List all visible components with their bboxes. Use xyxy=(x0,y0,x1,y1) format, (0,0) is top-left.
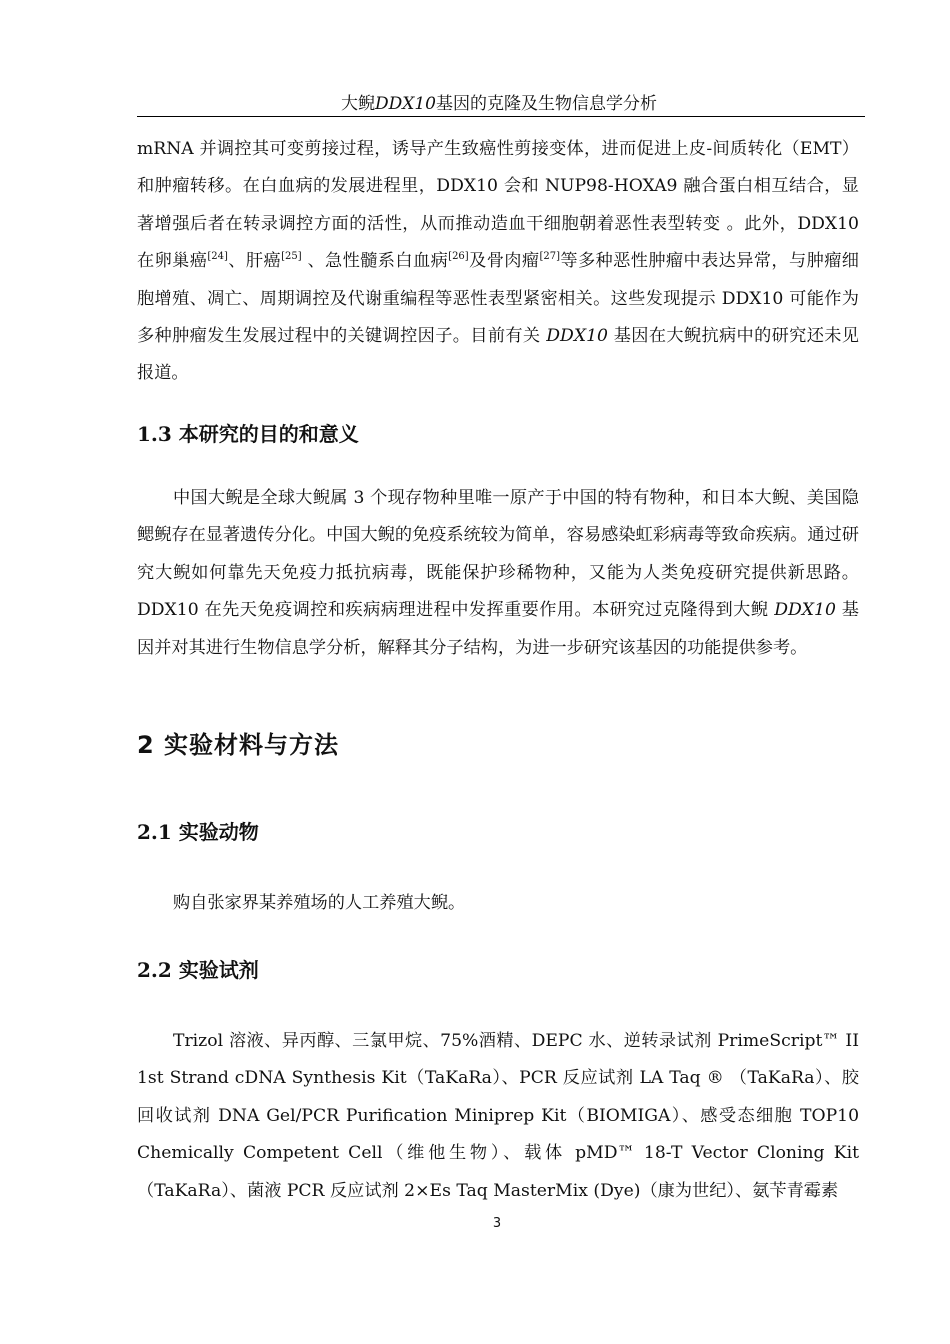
intro-paragraph-block xyxy=(137,131,859,393)
running-header xyxy=(137,93,861,115)
section-2-heading: 2 实验材料与方法 xyxy=(137,731,340,759)
intro-text-4: 及骨肉瘤 xyxy=(468,251,540,272)
section-2-1-paragraph: 购自张家界某养殖场的人工养殖大鲵。 xyxy=(173,893,466,913)
header-title-gene: DDX10 xyxy=(375,94,436,114)
intro-text-5: 等多种恶性肿瘤中表达异常，与肿瘤细胞增殖、凋亡、周期调控及代谢重编程等恶性表型紧密相关。这些发现提示 DDX10 可能作为多种肿瘤发生发展过程中的关键调控因子。目前有关 xyxy=(137,251,859,347)
page-number: 3 xyxy=(492,1216,502,1231)
section-1-3-text-1: 中国大鲵是全球大鲵属 3 个现存物种里唯一原产于中国的特有物种，和日本大鲵、美国隐鳃鲵存在显著遗传分化。中国大鲵的免疫系统较为简单，容易感染虹彩病毒等致命疾病。通过研究大鲵如何靠先天免疫力抵抗病毒，既能保护珍稀物种，又能为人类免疫研究提供新思路。DDX10 在先天免疫调控和疾病病理进程中发挥重要作用。本研究过克隆得到大鲵 xyxy=(137,488,859,621)
citation-27: [27] xyxy=(539,251,560,263)
citation-24: [24] xyxy=(207,251,228,263)
section-2-2-paragraph: Trizol 溶液、异丙醇、三氯甲烷、75%酒精、DEPC 水、逆转录试剂 PrimeScript™ II 1st Strand cDNA Synthesis Kit（TaKaRa）、PCR 反应试剂 LA Taq ® （TaKaRa）、胶回收试剂 DNA Gel/PCR Purification Miniprep Kit（BIOMIGA）、感受态细胞 TOP10 Chemically Competent Cell（维他生物）、载体 pMD™ 18-T Vector Cloning Kit（TaKaRa）、菌液 PCR 反应试剂 2×Es Taq MasterMix (Dye)（康为世纪）、氨苄青霉素 xyxy=(137,1031,859,1201)
header-title-suffix: 基因的克隆及生物信息学分析 xyxy=(436,94,657,114)
section-1-3-gene-name: DDX10 xyxy=(774,600,836,621)
intro-text-3: 、急性髓系白血病 xyxy=(301,251,449,272)
section-2-2-paragraph-block xyxy=(137,1023,859,1210)
header-title-prefix: 大鲵 xyxy=(341,94,375,114)
intro-paragraph xyxy=(137,131,859,393)
section-2-2-heading: 2.2 实验试剂 xyxy=(137,958,259,982)
section-2-1-heading: 2.1 实验动物 xyxy=(137,820,259,844)
intro-text-1: mRNA 并调控其可变剪接过程，诱导产生致癌性剪接变体，进而促进上皮-间质转化（EMT）和肿瘤转移。在白血病的发展进程里，DDX10 会和 NUP98-HOXA9 融合蛋白相互结合，显著增强后者在转录调控方面的活性，从而推动造血干细胞朝着恶性表型转变 。此外，DDX10 在卵巢癌 xyxy=(137,139,859,272)
intro-text-6: 基因在大鲵抗病中的研究还未见报道。 xyxy=(137,326,859,384)
section-1-3-heading: 1.3 本研究的目的和意义 xyxy=(137,422,359,446)
header-rule xyxy=(137,116,865,117)
section-2-1-paragraph-block xyxy=(137,885,859,922)
section-1-3-text-2: 基因并对其进行生物信息学分析，解释其分子结构，为进一步研究该基因的功能提供参考。 xyxy=(137,600,859,658)
intro-text-2: 、肝癌 xyxy=(227,251,282,272)
citation-26: [26] xyxy=(448,251,469,263)
citation-25: [25] xyxy=(281,251,302,263)
section-1-3-paragraph xyxy=(137,480,859,667)
section-1-3-paragraph-block xyxy=(137,480,859,667)
intro-gene-name: DDX10 xyxy=(546,326,608,347)
